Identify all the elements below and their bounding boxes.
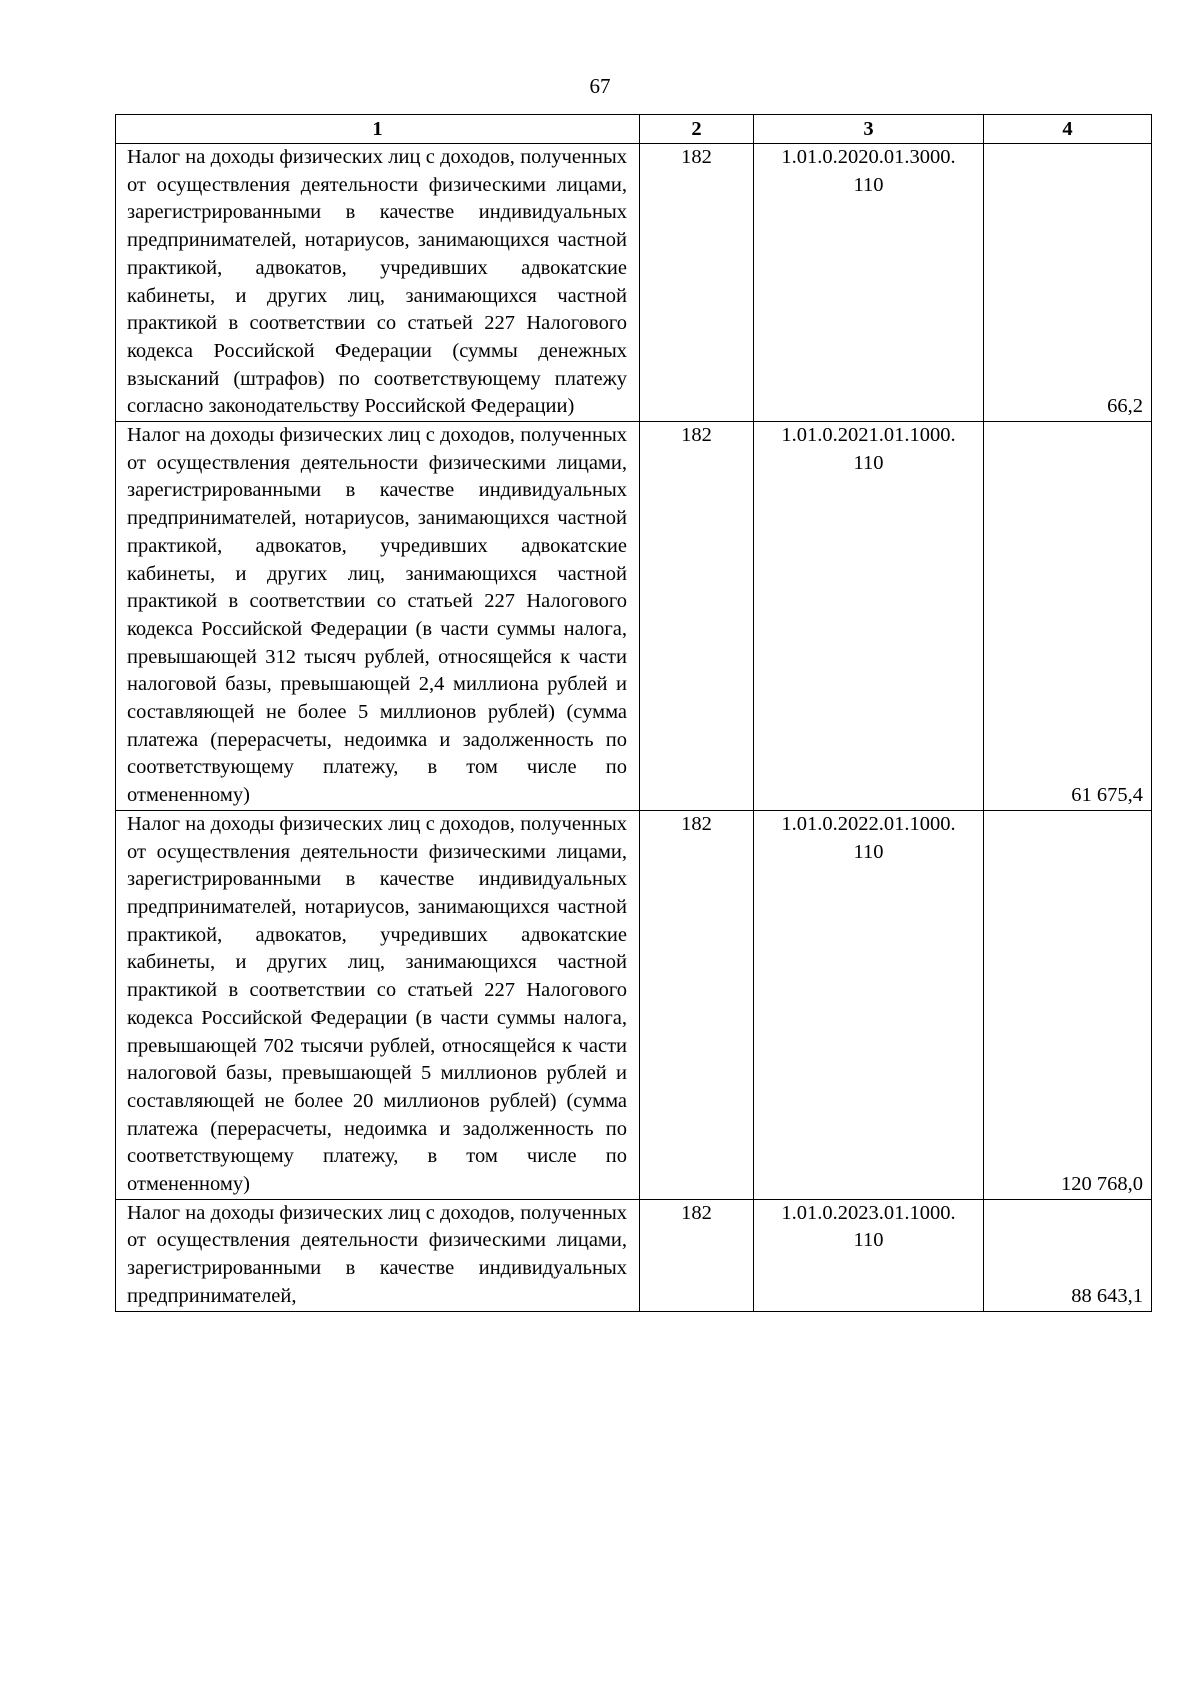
table-row	[116, 422, 1152, 811]
admin-code-cell: 182	[640, 422, 754, 811]
admin-code-cell: 182	[640, 1199, 754, 1311]
kbk-code-line: 1.01.0.2023.01.1000.	[781, 1201, 956, 1224]
revenue-name-cell: Налог на доходы физических лиц с доходов, полученных от осуществления деятельности физическими лицами, зарегистрированными в качестве индивидуальных предпринимателей, нотариусов, занимающихся частной практикой, адвокатов, учредивших адвокатские кабинеты, и других лиц, занимающихся частной практикой в соответствии со статьей 227 Налогового кодекса Российской Федерации (в части суммы налога, превышающей 702 тысячи рублей, относящейся к части налоговой базы, превышающей 5 миллионов рублей и составляющей не более 20 миллионов рублей) (сумма платежа (перерасчеты, недоимка и задолженность по соответствующему платежу, в том числе по отмененному)	[116, 810, 640, 1199]
column-header-1: 1	[116, 115, 640, 144]
budget-classification-code-cell	[754, 1199, 984, 1311]
kbk-code-line: 1.01.0.2022.01.1000.	[781, 812, 956, 835]
revenue-table	[115, 114, 1152, 1312]
table-row	[116, 144, 1152, 422]
admin-code-cell: 182	[640, 810, 754, 1199]
revenue-name-cell: Налог на доходы физических лиц с доходов, полученных от осуществления деятельности физическими лицами, зарегистрированными в качестве индивидуальных предпринимателей,	[116, 1199, 640, 1311]
page-number: 67	[589, 74, 611, 98]
revenue-name-cell: Налог на доходы физических лиц с доходов, полученных от осуществления деятельности физическими лицами, зарегистрированными в качестве индивидуальных предпринимателей, нотариусов, занимающихся частной практикой, адвокатов, учредивших адвокатские кабинеты, и других лиц, занимающихся частной практикой в соответствии со статьей 227 Налогового кодекса Российской Федерации (суммы денежных взысканий (штрафов) по соответствующему платежу согласно законодательству Российской Федерации)	[116, 144, 640, 422]
amount-cell: 120 768,0	[984, 810, 1152, 1199]
kbk-code-line: 110	[853, 1229, 884, 1252]
table-header-row	[116, 115, 1152, 144]
amount-cell: 66,2	[984, 144, 1152, 422]
budget-classification-code-cell	[754, 144, 984, 422]
revenue-name-cell: Налог на доходы физических лиц с доходов, полученных от осуществления деятельности физическими лицами, зарегистрированными в качестве индивидуальных предпринимателей, нотариусов, занимающихся частной практикой, адвокатов, учредивших адвокатские кабинеты, и других лиц, занимающихся частной практикой в соответствии со статьей 227 Налогового кодекса Российской Федерации (в части суммы налога, превышающей 312 тысяч рублей, относящейся к части налоговой базы, превышающей 2,4 миллиона рублей и составляющей не более 5 миллионов рублей) (сумма платежа (перерасчеты, недоимка и задолженность по соответствующему платежу, в том числе по отмененному)	[116, 422, 640, 811]
amount-cell: 61 675,4	[984, 422, 1152, 811]
kbk-code-line: 1.01.0.2020.01.3000.	[781, 146, 956, 168]
budget-classification-code-cell	[754, 422, 984, 811]
admin-code-cell: 182	[640, 144, 754, 422]
kbk-code-line: 1.01.0.2021.01.1000.	[781, 424, 956, 447]
column-header-2: 2	[640, 115, 754, 144]
column-header-4: 4	[984, 115, 1152, 144]
amount-cell: 88 643,1	[984, 1199, 1152, 1311]
kbk-code-line: 110	[853, 840, 884, 863]
kbk-code-line: 110	[853, 451, 884, 474]
table-row	[116, 1199, 1152, 1311]
budget-classification-code-cell	[754, 810, 984, 1199]
table-row	[116, 810, 1152, 1199]
column-header-3: 3	[754, 115, 984, 144]
kbk-code-line: 110	[853, 173, 884, 196]
